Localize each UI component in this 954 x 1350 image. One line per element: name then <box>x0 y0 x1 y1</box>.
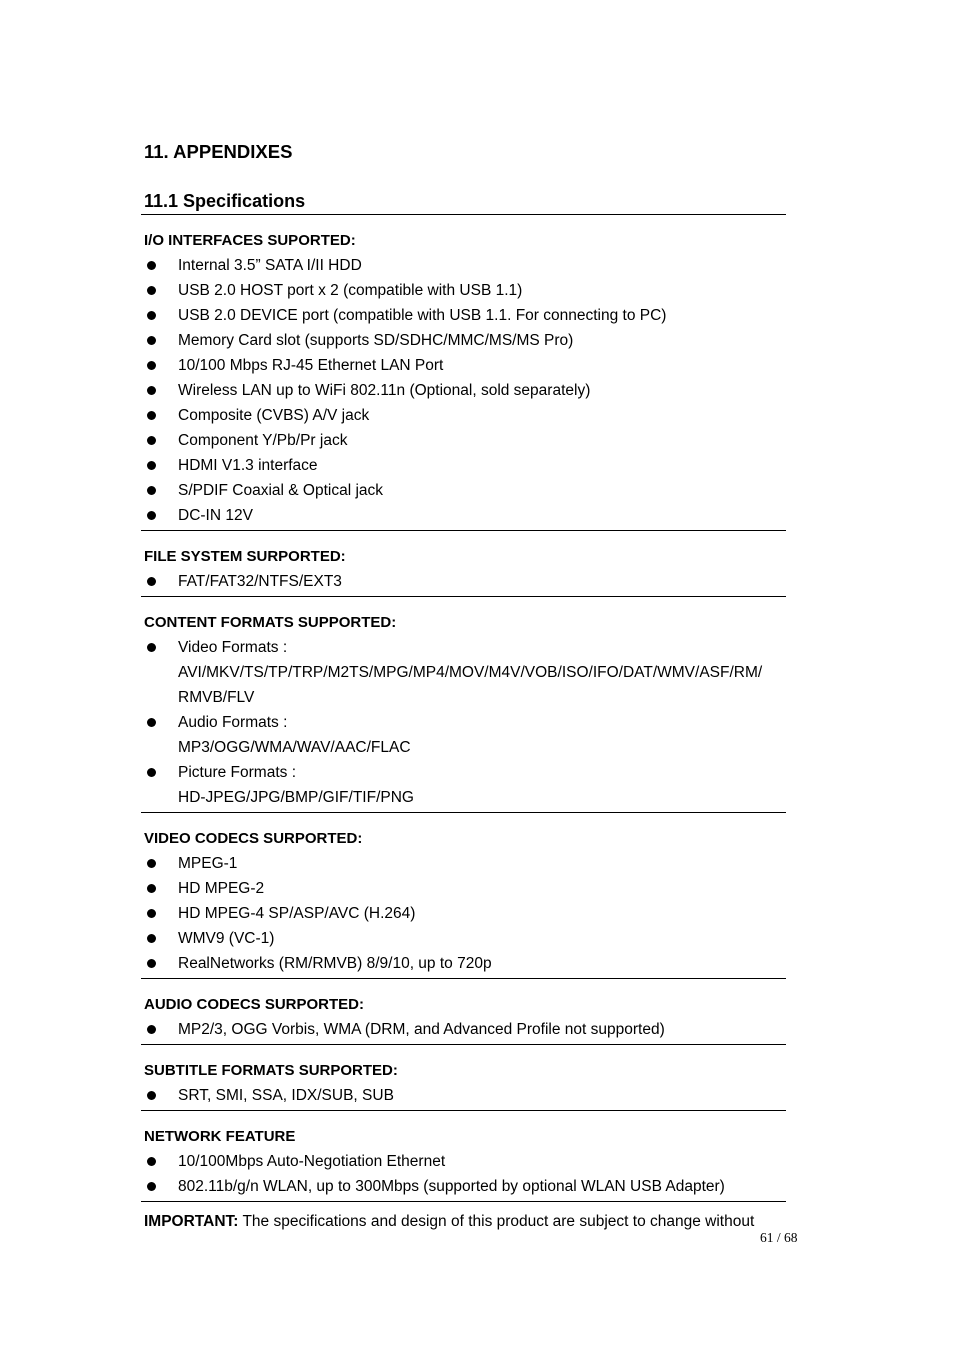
list-item-text: HD MPEG-4 SP/ASP/AVC (H.264) <box>178 905 416 922</box>
list-item <box>144 951 786 976</box>
list-item-text: HD MPEG-2 <box>178 880 265 897</box>
list-item <box>144 353 786 378</box>
list-item-text: HDMI V1.3 interface <box>178 457 318 474</box>
spec-blocks <box>144 228 786 1202</box>
bullet-dot-icon <box>147 718 156 727</box>
bullet-dot-icon <box>147 486 156 495</box>
section-title: 11.1 Specifications <box>141 190 786 215</box>
list-item-text: Picture Formats : <box>178 764 296 781</box>
list-item-text: 802.11b/g/n WLAN, up to 300Mbps (supported by optional WLAN USB Adapter) <box>178 1178 725 1195</box>
list-item-text: DC-IN 12V <box>178 507 253 524</box>
important-text: The specifications and design of this product are subject to change without <box>238 1213 755 1230</box>
bullet-dot-icon <box>147 1091 156 1100</box>
spec-list <box>144 253 786 528</box>
spec-block <box>141 826 786 979</box>
spec-block-heading: NETWORK FEATURE <box>144 1128 296 1145</box>
list-item-text: S/PDIF Coaxial & Optical jack <box>178 482 384 499</box>
list-item <box>144 760 786 810</box>
bullet-dot-icon <box>147 411 156 420</box>
list-item-text: Memory Card slot (supports SD/SDHC/MMC/MS/MS Pro) <box>178 332 574 349</box>
bullet-dot-icon <box>147 934 156 943</box>
page-content <box>144 140 786 1202</box>
bullet-dot-icon <box>147 768 156 777</box>
list-item-text: Composite (CVBS) A/V jack <box>178 407 370 424</box>
list-item-text: WMV9 (VC-1) <box>178 930 275 947</box>
list-item-text: MP2/3, OGG Vorbis, WMA (DRM, and Advanced Profile not supported) <box>178 1021 665 1038</box>
chapter-title: 11. APPENDIXES <box>144 141 293 162</box>
list-item <box>144 569 786 594</box>
list-item <box>144 1017 786 1042</box>
bullet-dot-icon <box>147 286 156 295</box>
spec-block <box>141 1124 786 1202</box>
list-item <box>144 403 786 428</box>
bullet-dot-icon <box>147 1182 156 1191</box>
list-item <box>144 710 786 760</box>
list-item-text: AVI/MKV/TS/TP/TRP/M2TS/MPG/MP4/MOV/M4V/VOB/ISO/IFO/DAT/WMV/ASF/RM/ <box>178 664 763 681</box>
spec-list <box>144 1017 786 1042</box>
bullet-dot-icon <box>147 311 156 320</box>
bullet-dot-icon <box>147 643 156 652</box>
list-item-text: Component Y/Pb/Pr jack <box>178 432 348 449</box>
bullet-dot-icon <box>147 386 156 395</box>
list-item-text: USB 2.0 HOST port x 2 (compatible with USB 1.1) <box>178 282 523 299</box>
list-item-text: RealNetworks (RM/RMVB) 8/9/10, up to 720p <box>178 955 492 972</box>
spec-list <box>144 1083 786 1108</box>
list-item-text: Video Formats : <box>178 639 288 656</box>
bullet-dot-icon <box>147 461 156 470</box>
spec-block <box>141 544 786 597</box>
list-item <box>144 1174 786 1199</box>
list-item-text: RMVB/FLV <box>178 689 255 706</box>
list-item-text: MPEG-1 <box>178 855 238 872</box>
bullet-dot-icon <box>147 511 156 520</box>
list-item <box>144 478 786 503</box>
list-item <box>144 303 786 328</box>
list-item <box>144 428 786 453</box>
list-item <box>144 453 786 478</box>
bullet-dot-icon <box>147 577 156 586</box>
spec-block-heading: FILE SYSTEM SURPORTED: <box>144 548 346 565</box>
list-item <box>144 253 786 278</box>
list-item-text: MP3/OGG/WMA/WAV/AAC/FLAC <box>178 739 411 756</box>
list-item <box>144 378 786 403</box>
spec-block-heading: SUBTITLE FORMATS SURPORTED: <box>144 1062 398 1079</box>
spec-block <box>141 610 786 813</box>
list-item <box>144 503 786 528</box>
spec-list <box>144 569 786 594</box>
spec-list <box>144 1149 786 1199</box>
important-notice <box>144 1209 804 1234</box>
bullet-dot-icon <box>147 909 156 918</box>
bullet-dot-icon <box>147 1025 156 1034</box>
spec-list <box>144 851 786 976</box>
list-item <box>144 635 786 710</box>
list-item <box>144 328 786 353</box>
list-item <box>144 851 786 876</box>
list-item-text: Audio Formats : <box>178 714 288 731</box>
spec-block-heading: I/O INTERFACES SUPORTED: <box>144 232 356 249</box>
spec-block <box>141 992 786 1045</box>
bullet-dot-icon <box>147 884 156 893</box>
list-item-text: Internal 3.5” SATA I/II HDD <box>178 257 362 274</box>
list-item-text: 10/100 Mbps RJ-45 Ethernet LAN Port <box>178 357 444 374</box>
important-label: IMPORTANT: <box>144 1213 239 1230</box>
list-item-text: 10/100Mbps Auto-Negotiation Ethernet <box>178 1153 446 1170</box>
list-item <box>144 1083 786 1108</box>
spec-block <box>141 228 786 531</box>
spec-block-heading: CONTENT FORMATS SUPPORTED: <box>144 614 397 631</box>
list-item-text: FAT/FAT32/NTFS/EXT3 <box>178 573 342 590</box>
list-item-text: SRT, SMI, SSA, IDX/SUB, SUB <box>178 1087 394 1104</box>
spec-list <box>144 635 786 810</box>
list-item-text: HD-JPEG/JPG/BMP/GIF/TIF/PNG <box>178 789 414 806</box>
bullet-dot-icon <box>147 859 156 868</box>
bullet-dot-icon <box>147 361 156 370</box>
list-item-text: Wireless LAN up to WiFi 802.11n (Optional, sold separately) <box>178 382 591 399</box>
list-item <box>144 278 786 303</box>
bullet-dot-icon <box>147 261 156 270</box>
list-item <box>144 1149 786 1174</box>
bullet-dot-icon <box>147 336 156 345</box>
list-item <box>144 926 786 951</box>
bullet-dot-icon <box>147 1157 156 1166</box>
spec-block-heading: AUDIO CODECS SURPORTED: <box>144 996 365 1013</box>
spec-block <box>141 1058 786 1111</box>
list-item-text: USB 2.0 DEVICE port (compatible with USB 1.1. For connecting to PC) <box>178 307 667 324</box>
bullet-dot-icon <box>147 959 156 968</box>
list-item <box>144 901 786 926</box>
page-number: 61 / 68 <box>760 1230 798 1245</box>
bullet-dot-icon <box>147 436 156 445</box>
list-item <box>144 876 786 901</box>
spec-block-heading: VIDEO CODECS SURPORTED: <box>144 830 363 847</box>
